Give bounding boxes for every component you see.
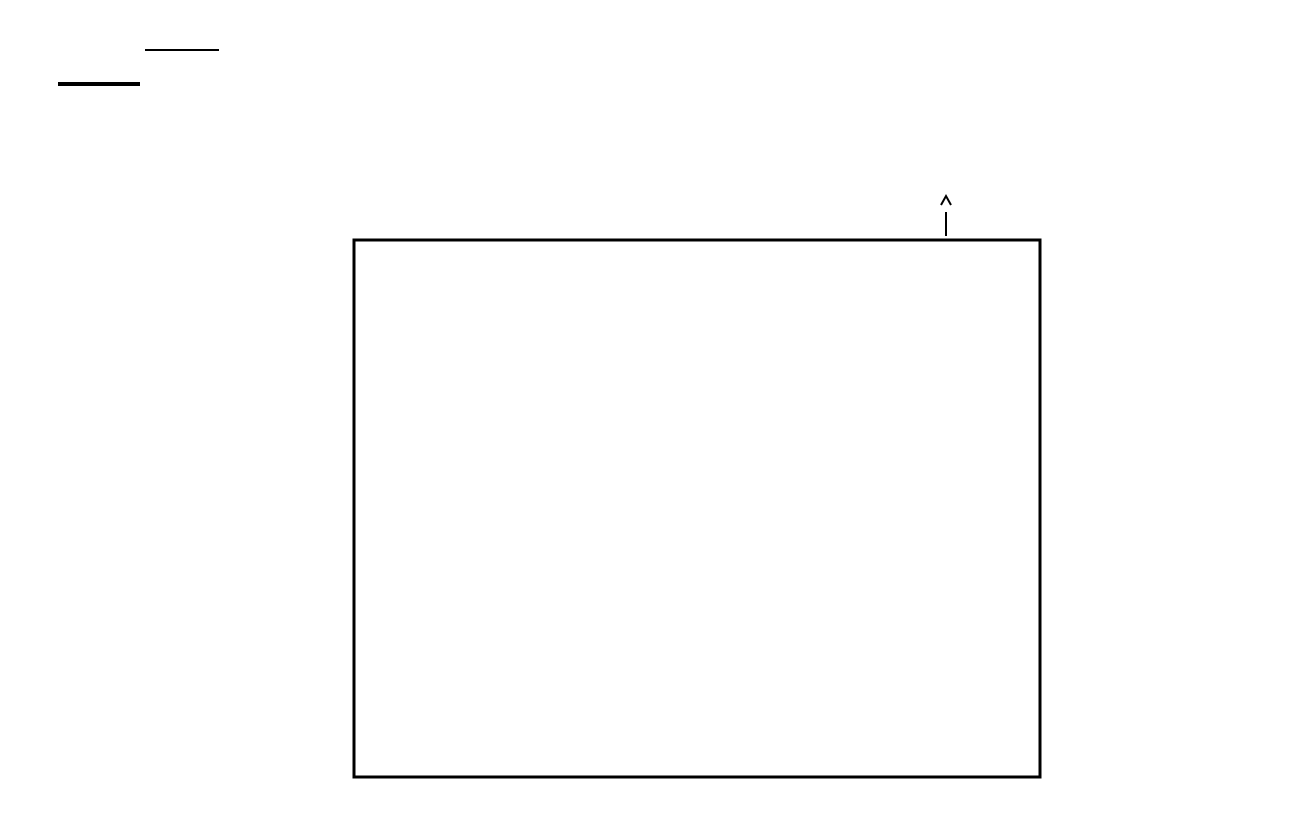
graticule bbox=[354, 240, 1040, 777]
graticule-border bbox=[354, 240, 1040, 777]
trigger-arrow-icon bbox=[941, 196, 951, 236]
